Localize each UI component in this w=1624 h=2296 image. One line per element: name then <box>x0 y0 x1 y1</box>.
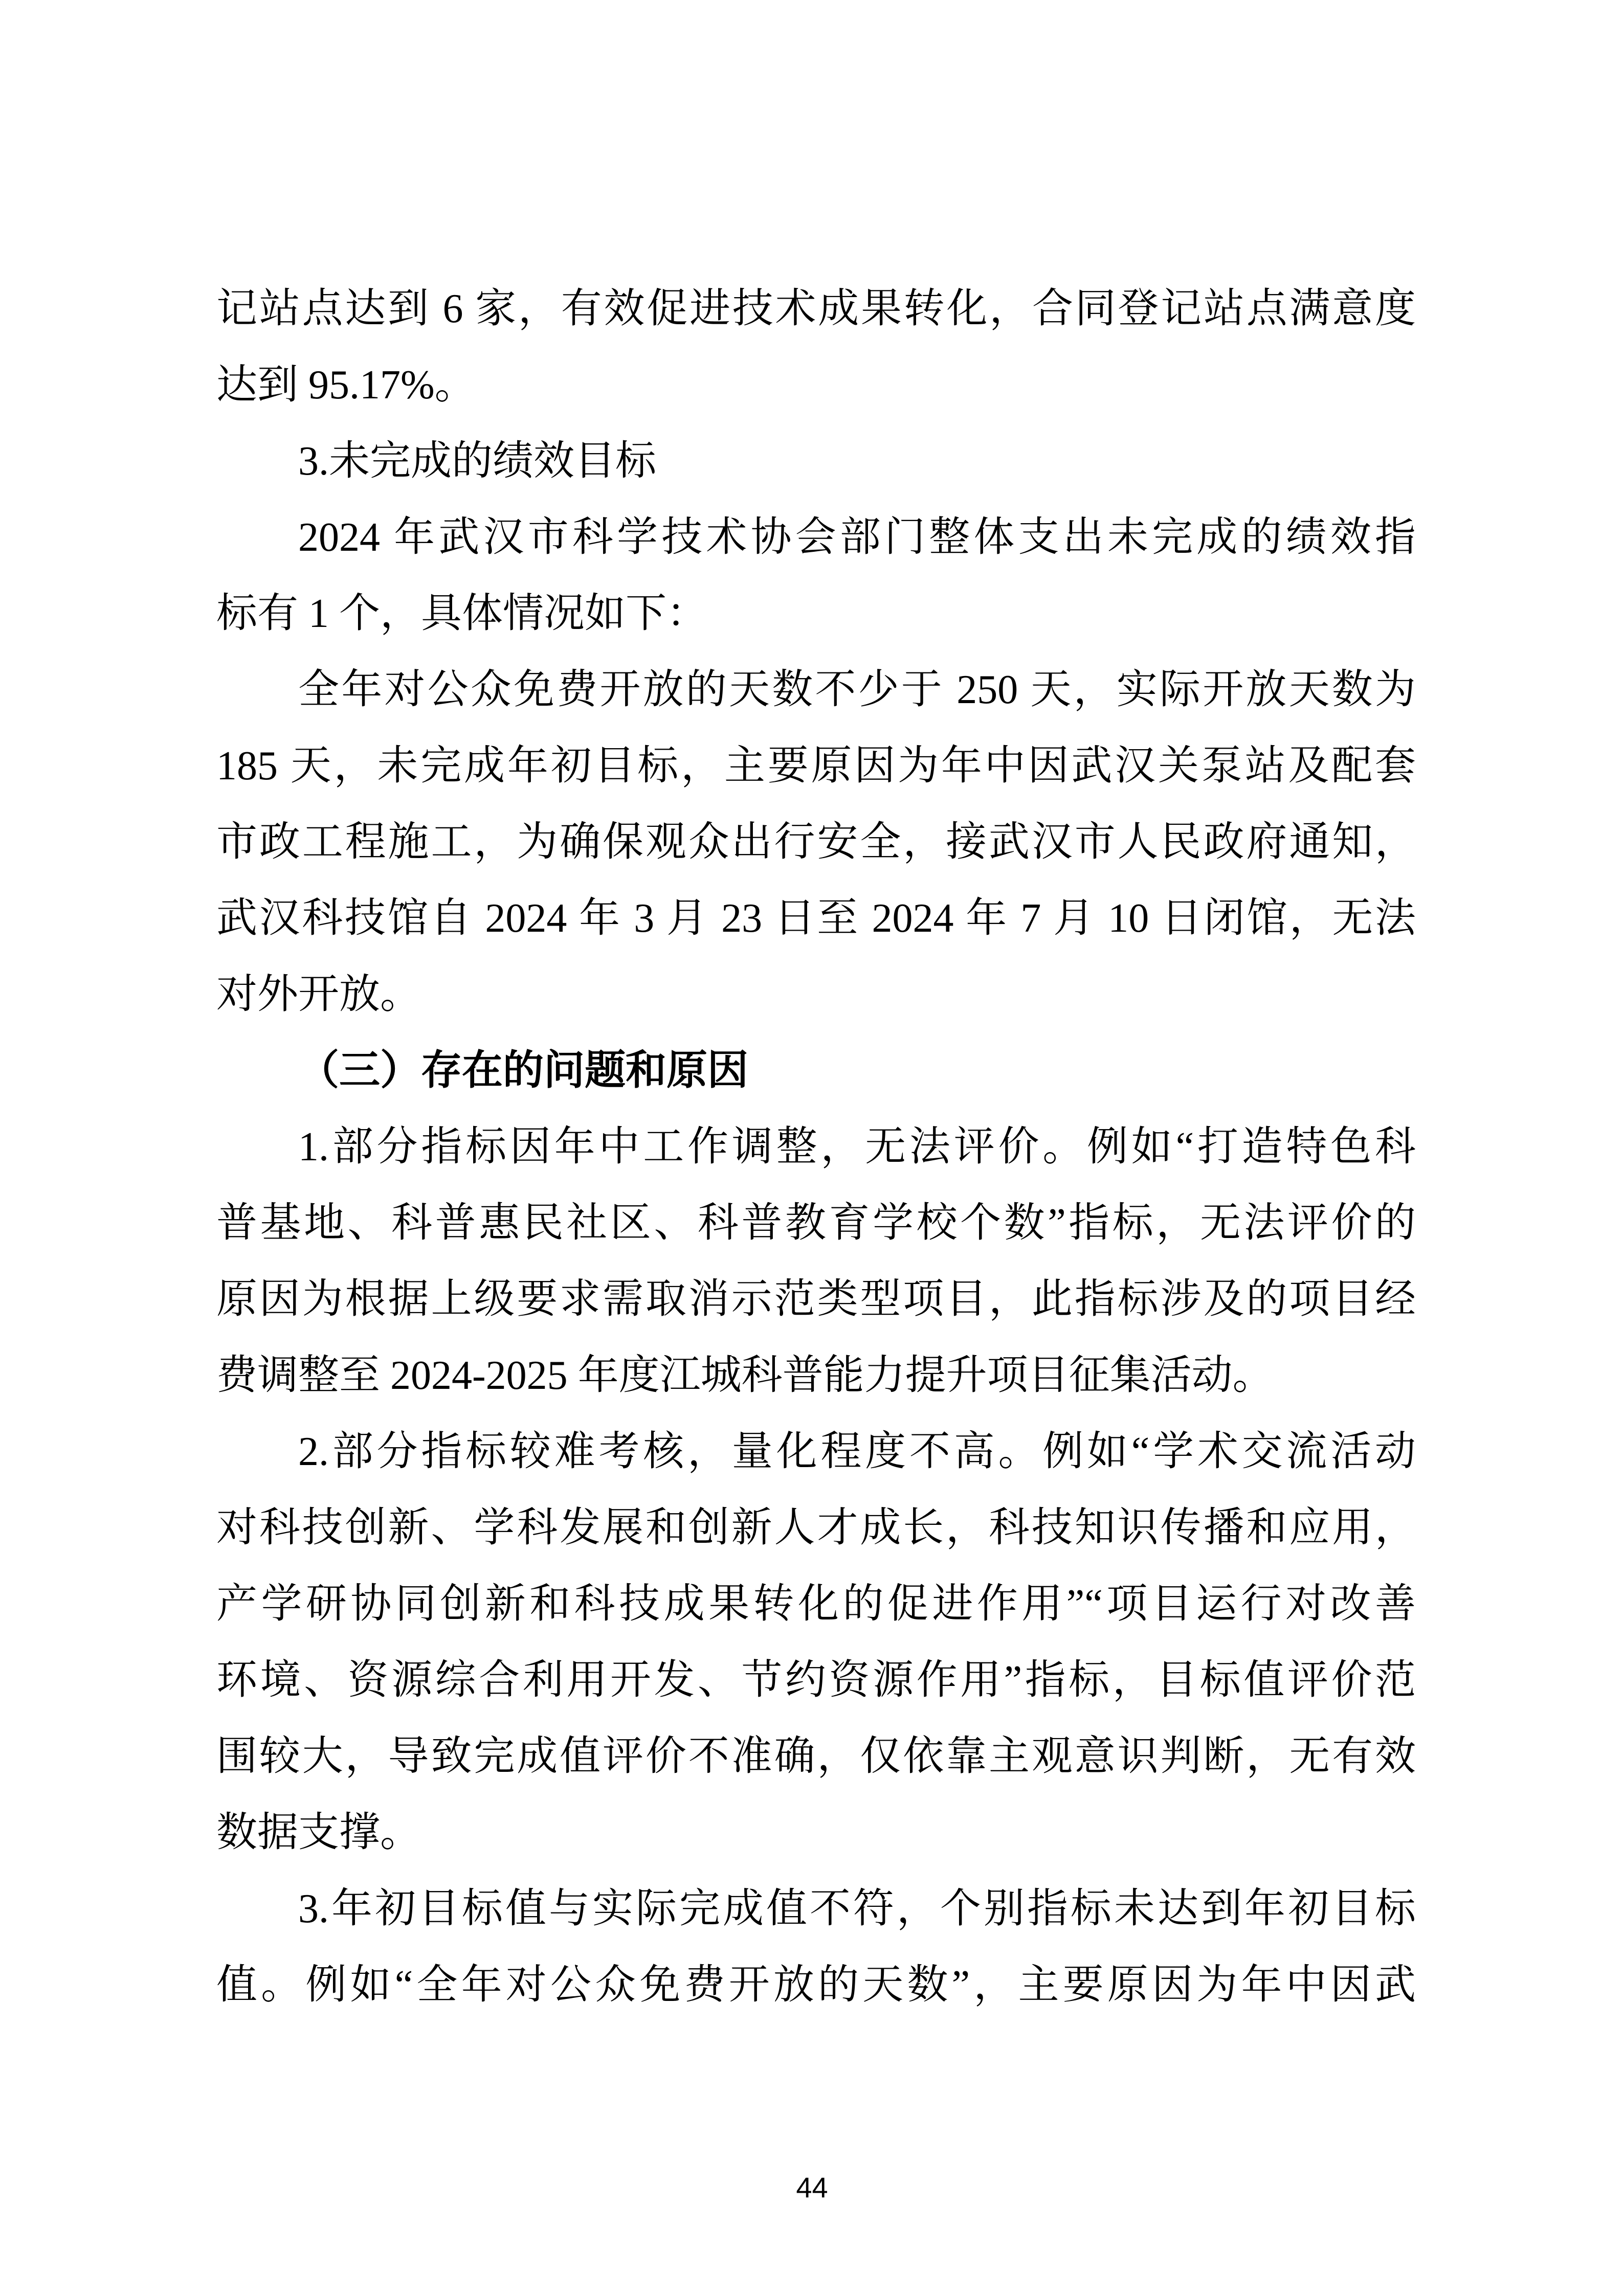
document-line: 费调整至 2024-2025 年度江城科普能力提升项目征集活动。 <box>216 1353 1274 1398</box>
document-line: 武汉科技馆自 2024 年 3 月 23 日至 2024 年 7 月 10 日闭馆，无法 <box>216 896 1416 941</box>
document-line: 普基地、科普惠民社区、科普教育学校个数”指标，无法评价的 <box>216 1201 1416 1246</box>
document-line: 185 天，未完成年初目标，主要原因为年中因武汉关泵站及配套 <box>216 744 1416 789</box>
document-line: 标有 1 个，具体情况如下： <box>216 591 707 636</box>
document-line: 全年对公众免费开放的天数不少于 250 天，实际开放天数为 <box>298 667 1416 712</box>
document-line: 达到 95.17%。 <box>216 363 476 408</box>
page-number: 44 <box>796 2171 828 2203</box>
document-line: 值。例如“全年对公众免费开放的天数”，主要原因为年中因武 <box>216 1963 1416 2008</box>
document-line: 环境、资源综合利用开发、节约资源作用”指标，目标值评价范 <box>216 1658 1416 1703</box>
document-line: 2024 年武汉市科学技术协会部门整体支出未完成的绩效指 <box>298 515 1416 560</box>
document-line: 对外开放。 <box>216 972 421 1017</box>
document-line: 原因为根据上级要求需取消示范类型项目，此指标涉及的项目经 <box>216 1277 1416 1322</box>
subsection-heading: 3.未完成的绩效目标 <box>298 439 656 484</box>
document-line: 产学研协同创新和科技成果转化的促进作用”“项目运行对改善 <box>216 1582 1416 1627</box>
document-line: 围较大，导致完成值评价不准确，仅依靠主观意识判断，无有效 <box>216 1734 1416 1779</box>
document-line: 市政工程施工，为确保观众出行安全，接武汉市人民政府通知， <box>216 820 1416 865</box>
document-line: 1.部分指标因年中工作调整，无法评价。例如“打造特色科 <box>298 1124 1416 1169</box>
document-body <box>216 271 1416 2023</box>
document-line: 2.部分指标较难考核，量化程度不高。例如“学术交流活动 <box>298 1429 1416 1474</box>
document-line: 3.年初目标值与实际完成值不符，个别指标未达到年初目标 <box>298 1886 1416 1931</box>
section-heading: （三）存在的问题和原因 <box>298 1048 748 1093</box>
document-line: 数据支撑。 <box>216 1810 421 1855</box>
document-line: 对科技创新、学科发展和创新人才成长，科技知识传播和应用， <box>216 1505 1416 1550</box>
document-line: 记站点达到 6 家，有效促进技术成果转化，合同登记站点满意度 <box>216 286 1416 331</box>
